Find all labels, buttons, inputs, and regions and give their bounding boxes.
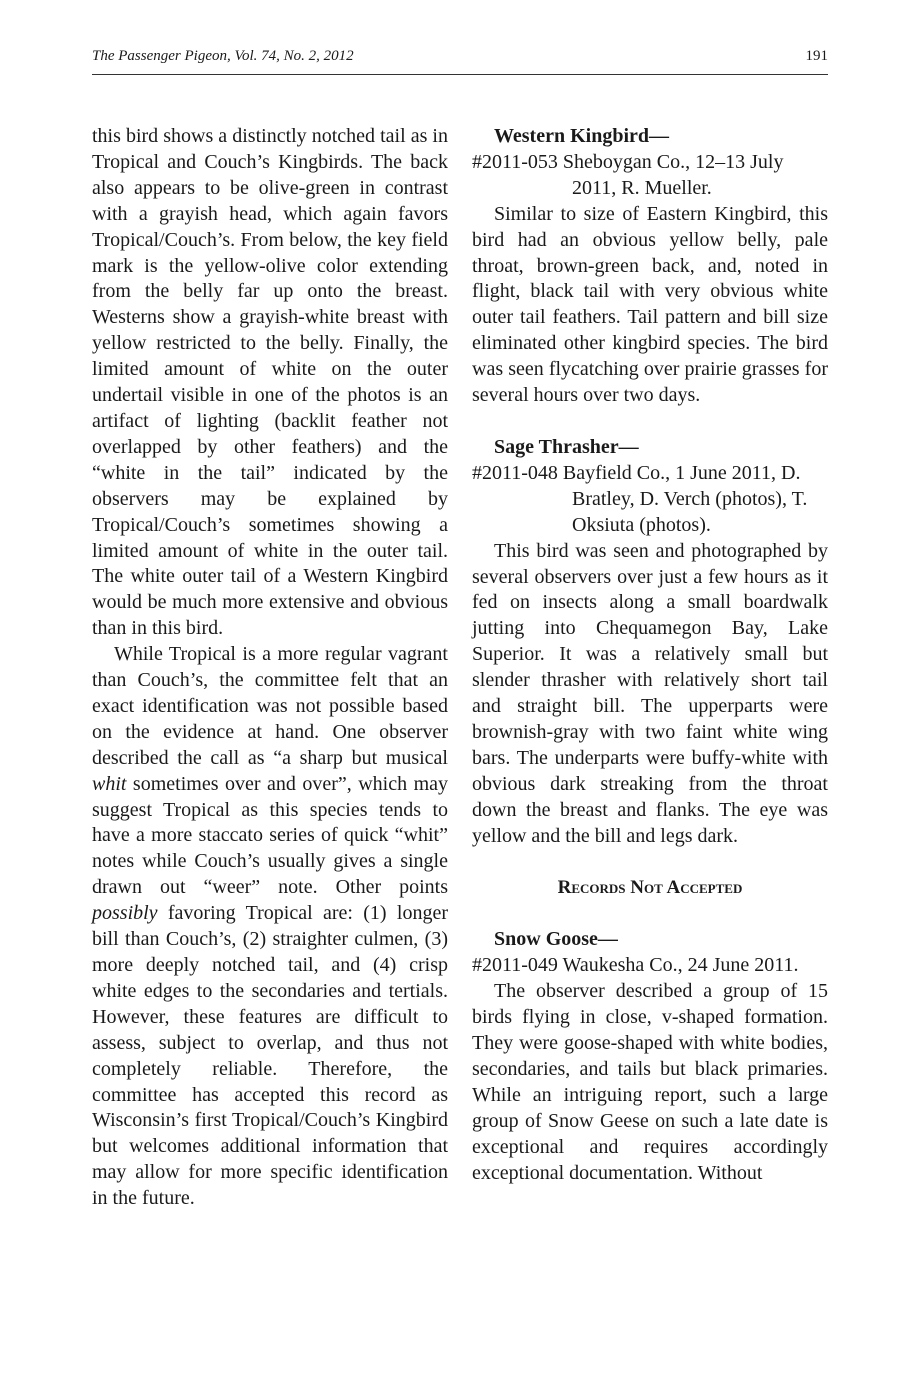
emphasis-possibly: possibly — [92, 902, 158, 925]
left-paragraph-1: this bird shows a distinctly notched tail as in Tropical and Couch’s Kingbirds. The back also appears to be olive-green in contrast with a grayish head, which again favors Tropical/Couch’s. From below, the key field mark is the yellow-olive color extending from the belly far up onto the breast. Westerns show a grayish-white breast with yellow restricted to the belly. Finally, the limited amount of white on the outer undertail visible in one of the photos is an artifact of lighting (backlit feather not overlapped by other feathers) and the “white in the tail” indicated by the observers may be explained by Tropical/Couch’s sometimes showing a limited amount of white in the outer tail. The white outer tail of a Western Kingbird would be much more extensive and obvious than in this bird. — [92, 125, 448, 640]
emphasis-whit: whit — [92, 772, 127, 795]
left-column — [92, 124, 448, 1212]
record-western-kingbird: #2011-053 Sheboygan Co., 12–13 July 2011, R. Mueller. — [472, 150, 784, 199]
entry-title-snow-goose: Snow Goose— — [494, 928, 618, 951]
entry-title-western-kingbird: Western Kingbird— — [494, 125, 670, 147]
entry-text-sage-thrasher: This bird was seen and photographed by several observers over just a few hours as it fed on insects along a small boardwalk jutting into Chequamegon Bay, Lake Superior. It was a relatively small but slender thrasher with relatively short tail and straight bill. The upperparts were brownish-gray with two faint white wing bars. The underparts were buffy-white with obvious dark streaking from the throat down the breast and flanks. The eye was yellow and the bill and legs dark. — [472, 539, 828, 847]
journal-citation: The Passenger Pigeon, Vol. 74, No. 2, 2012 — [92, 48, 354, 64]
left-paragraph-2: While Tropical is a more regular vagrant than Couch’s, the committee felt that an exact identification was not possible based on the evidence at hand. One observer described the call as “a sharp but musical whit sometimes over and over”, which may suggest Tropical as this species tends to have a more staccato series of quick “whit” notes while Couch’s usually gives a single drawn out “weer” note. Other points possibly favoring Tropical are: (1) longer bill than Couch’s, (2) straighter culmen, (3) more deeply notched tail, and (4) crisp white edges to the secondaries and tertials. However, these features are difficult to assess, subject to overlap, and thus not completely reliable. Therefore, the committee has accepted this record as Wisconsin’s first Tropical/Couch’s Kingbird but welcomes additional information that may allow for more specific identification in the future. — [92, 643, 448, 1210]
spacer — [472, 901, 828, 927]
spacer — [472, 849, 828, 875]
section-heading-records-not-accepted: Records Not Accepted — [557, 877, 743, 899]
entry-text-snow-goose: The observer described a group of 15 birds flying in close, v-shaped formation. They were goose-shaped with white bodies, secondaries, and tails but black primaries. While an intriguing report, such a large group of Snow Geese on such a late date is exceptional and requires accordingly exceptional documentation. Without — [472, 980, 828, 1184]
record-sage-thrasher: #2011-048 Bayfield Co., 1 June 2011, D. Bratley, D. Verch (photos), T. Oksiuta (photos). — [472, 461, 808, 536]
running-head — [92, 48, 828, 65]
right-column — [472, 124, 828, 1186]
entry-text-western-kingbird: Similar to size of Eastern Kingbird, this bird had an obvious yellow belly, pale throat, brown-green back, and, noted in flight, black tail with very obvious white outer tail feathers. Tail pattern and bill size eliminated other kingbird species. The bird was seen flycatching over prairie grasses for several hours over two days. — [472, 202, 828, 407]
entry-title-sage-thrasher: Sage Thrasher— — [494, 435, 639, 458]
spacer — [472, 409, 828, 435]
header-divider — [92, 74, 828, 75]
page-number: 191 — [805, 48, 828, 64]
record-snow-goose: #2011-049 Waukesha Co., 24 June 2011. — [472, 954, 799, 977]
